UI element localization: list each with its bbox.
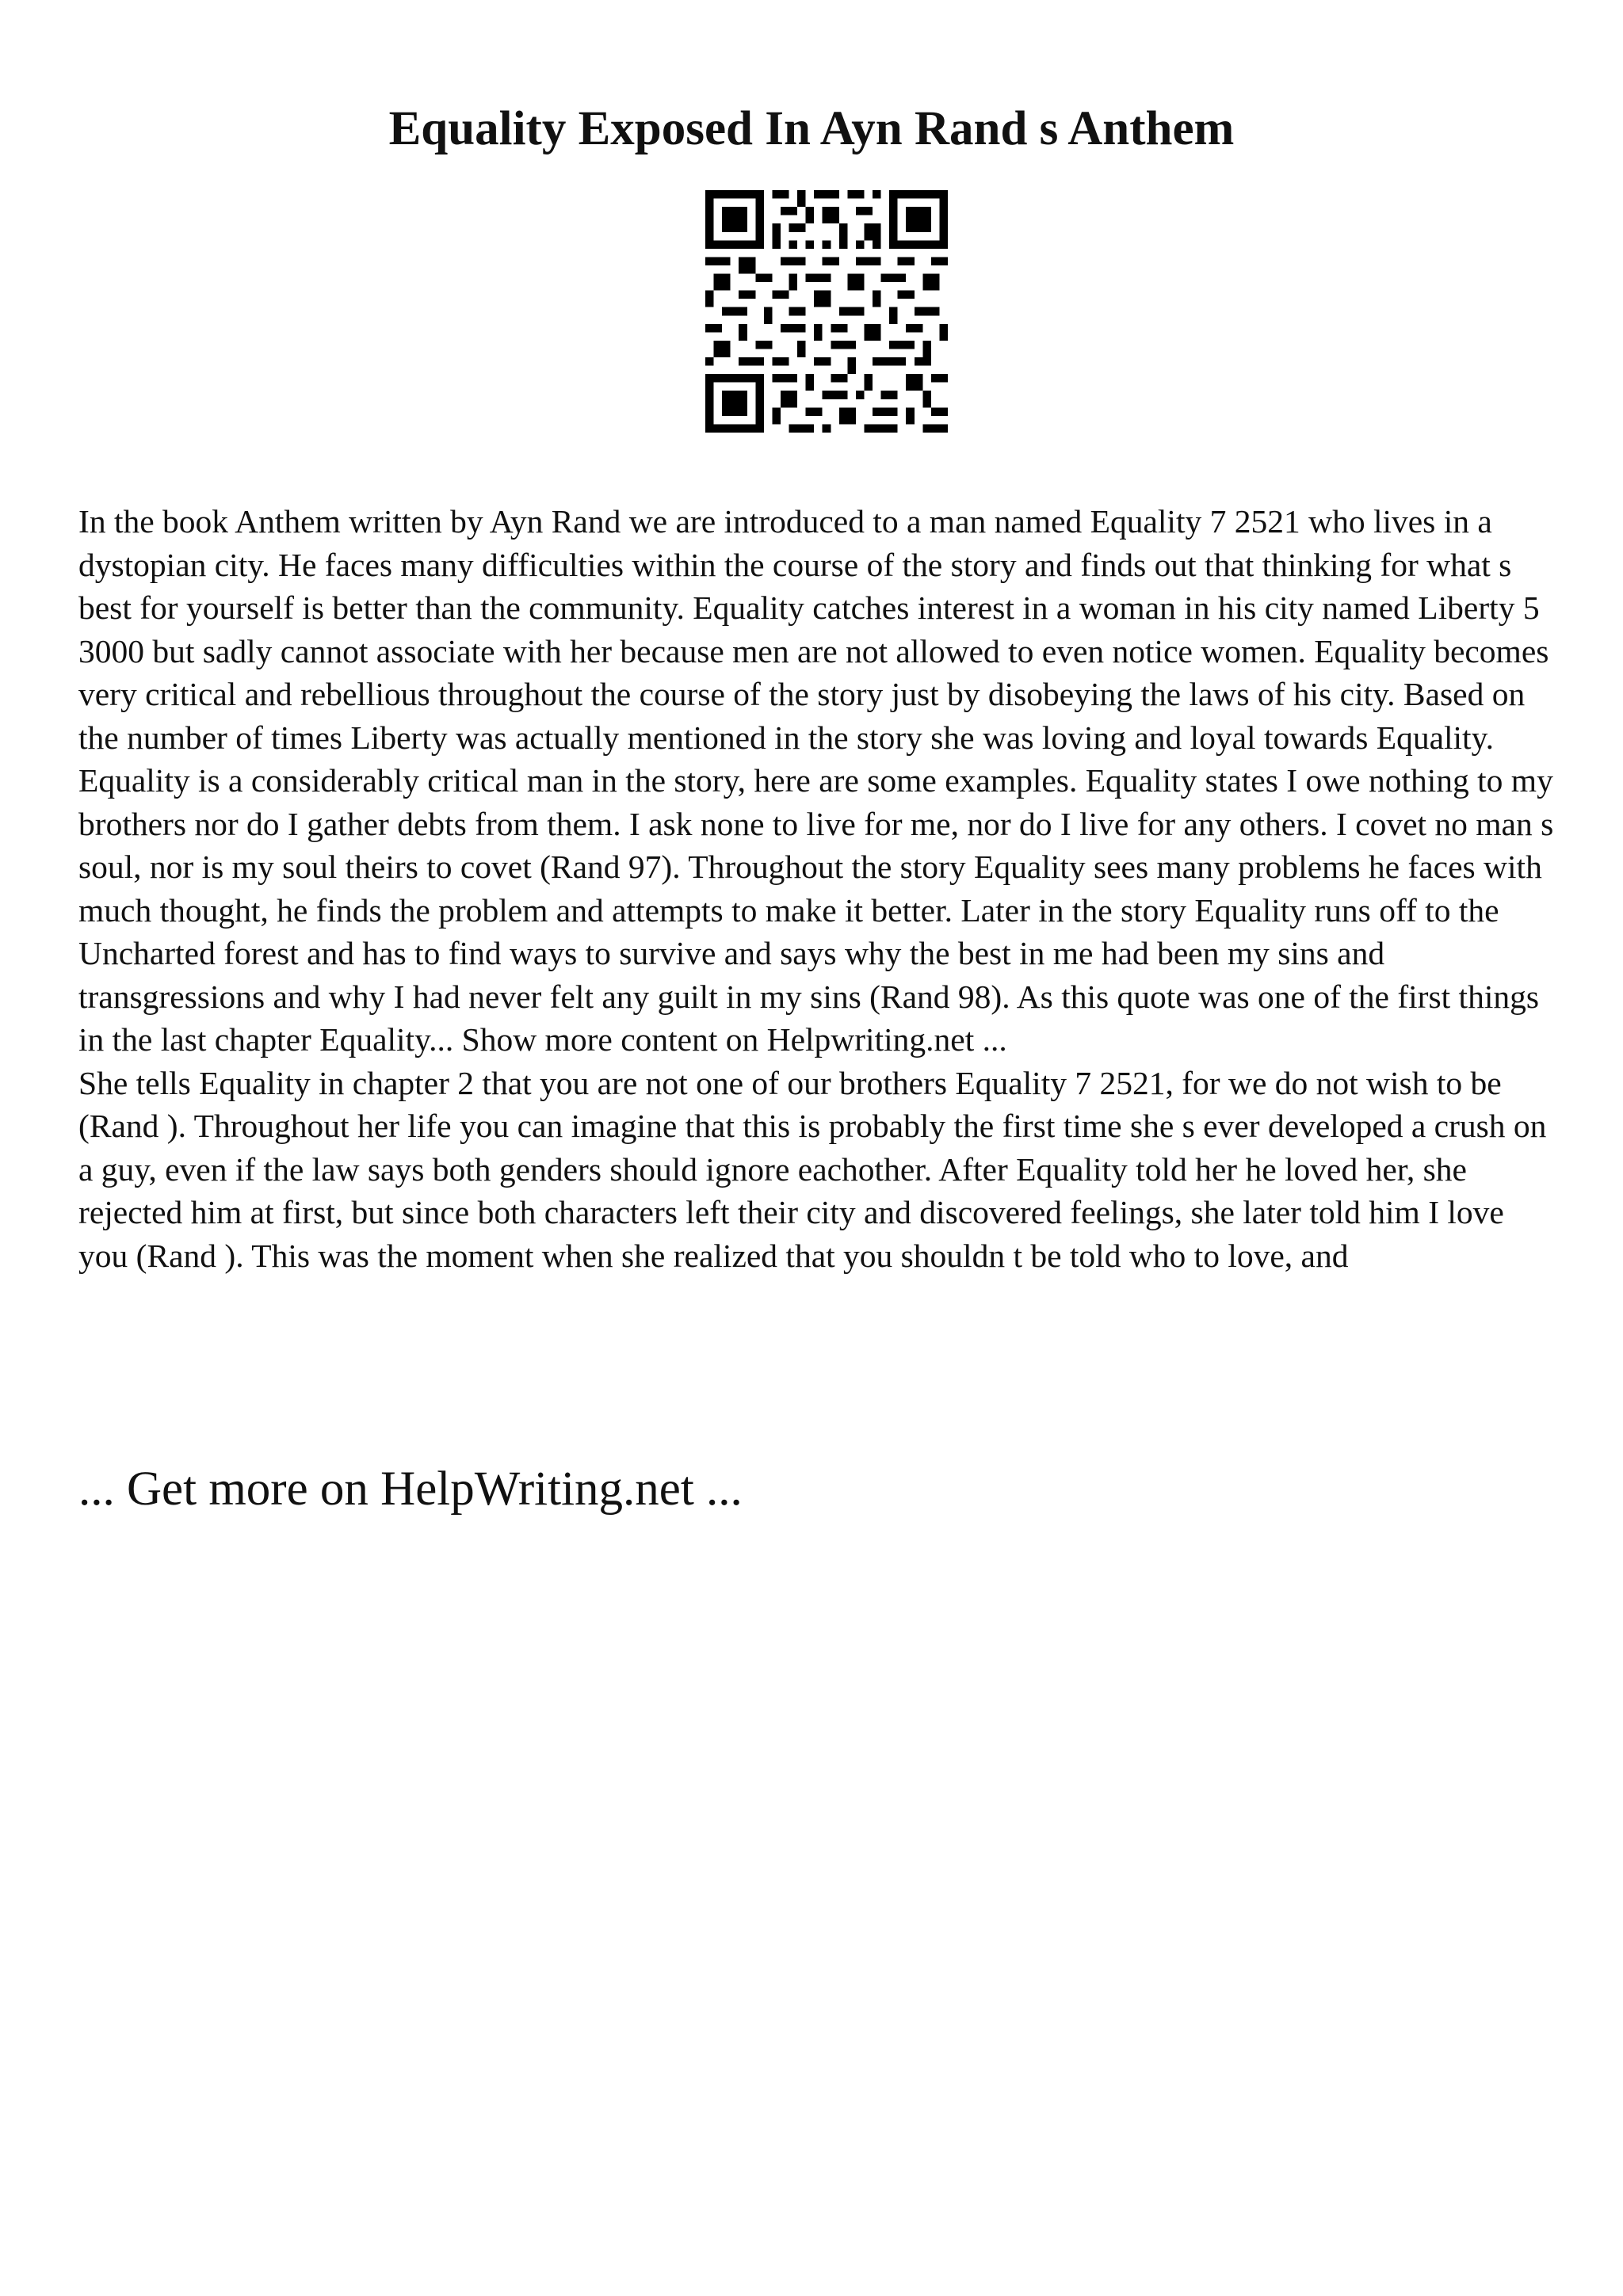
paragraph-1: In the book Anthem written by Ayn Rand we are introduced to a man named Equality 7 2521 who lives in a dystopian city. He faces many difficulties within the course of the story and finds out that thinking for what s best for yourself is better than the community. Equality catches interest in a woman in his city named Liberty 5 3000 but sadly cannot associate with her because men are not allowed to even notice women. Equality becomes very critical and rebellious throughout the course of the story just by disobeying the laws of his city. Based on the number of times Liberty was actually mentioned in the story she was loving and loyal towards Equality. Equality is a considerably critical man in the story, here are some examples. Equality states I owe nothing to my brothers nor do I gather debts from them. I ask none to live for me, nor do I live for any others. I covet no man s soul, nor is my soul theirs to covet (Rand 97). Throughout the story Equality sees many problems he faces with much thought, he finds the problem and attempts to make it better. Later in the story Equality runs off to the Uncharted forest and has to find ways to survive and says why the best in me had been my sins and transgressions and why I had never felt any guilt in my sins (Rand 98). As this quote was one of the first things in the last chapter Equality... Show more content on Helpwriting.net ... xyxy=(78,503,1554,1058)
get-more-link[interactable]: ... Get more on HelpWriting.net ... xyxy=(78,1463,743,1516)
paragraph-2: She tells Equality in chapter 2 that you are not one of our brothers Equality 7 2521, for we do not wish to be (Rand ). Throughout her life you can imagine that this is probably the first time she s ever developed a crush on a guy, even if the law says both genders should ignore eachother. After Equality told her he loved her, she rejected him at first, but since both characters left their city and discovered feelings, she later told him I love you (Rand ). This was the moment when she realized that you shouldn t be told who to love, and xyxy=(78,1064,1547,1274)
document-body xyxy=(78,500,1560,1277)
document-title: Equality Exposed In Ayn Rand s Anthem xyxy=(388,102,1235,155)
qr-code-icon xyxy=(705,190,948,433)
